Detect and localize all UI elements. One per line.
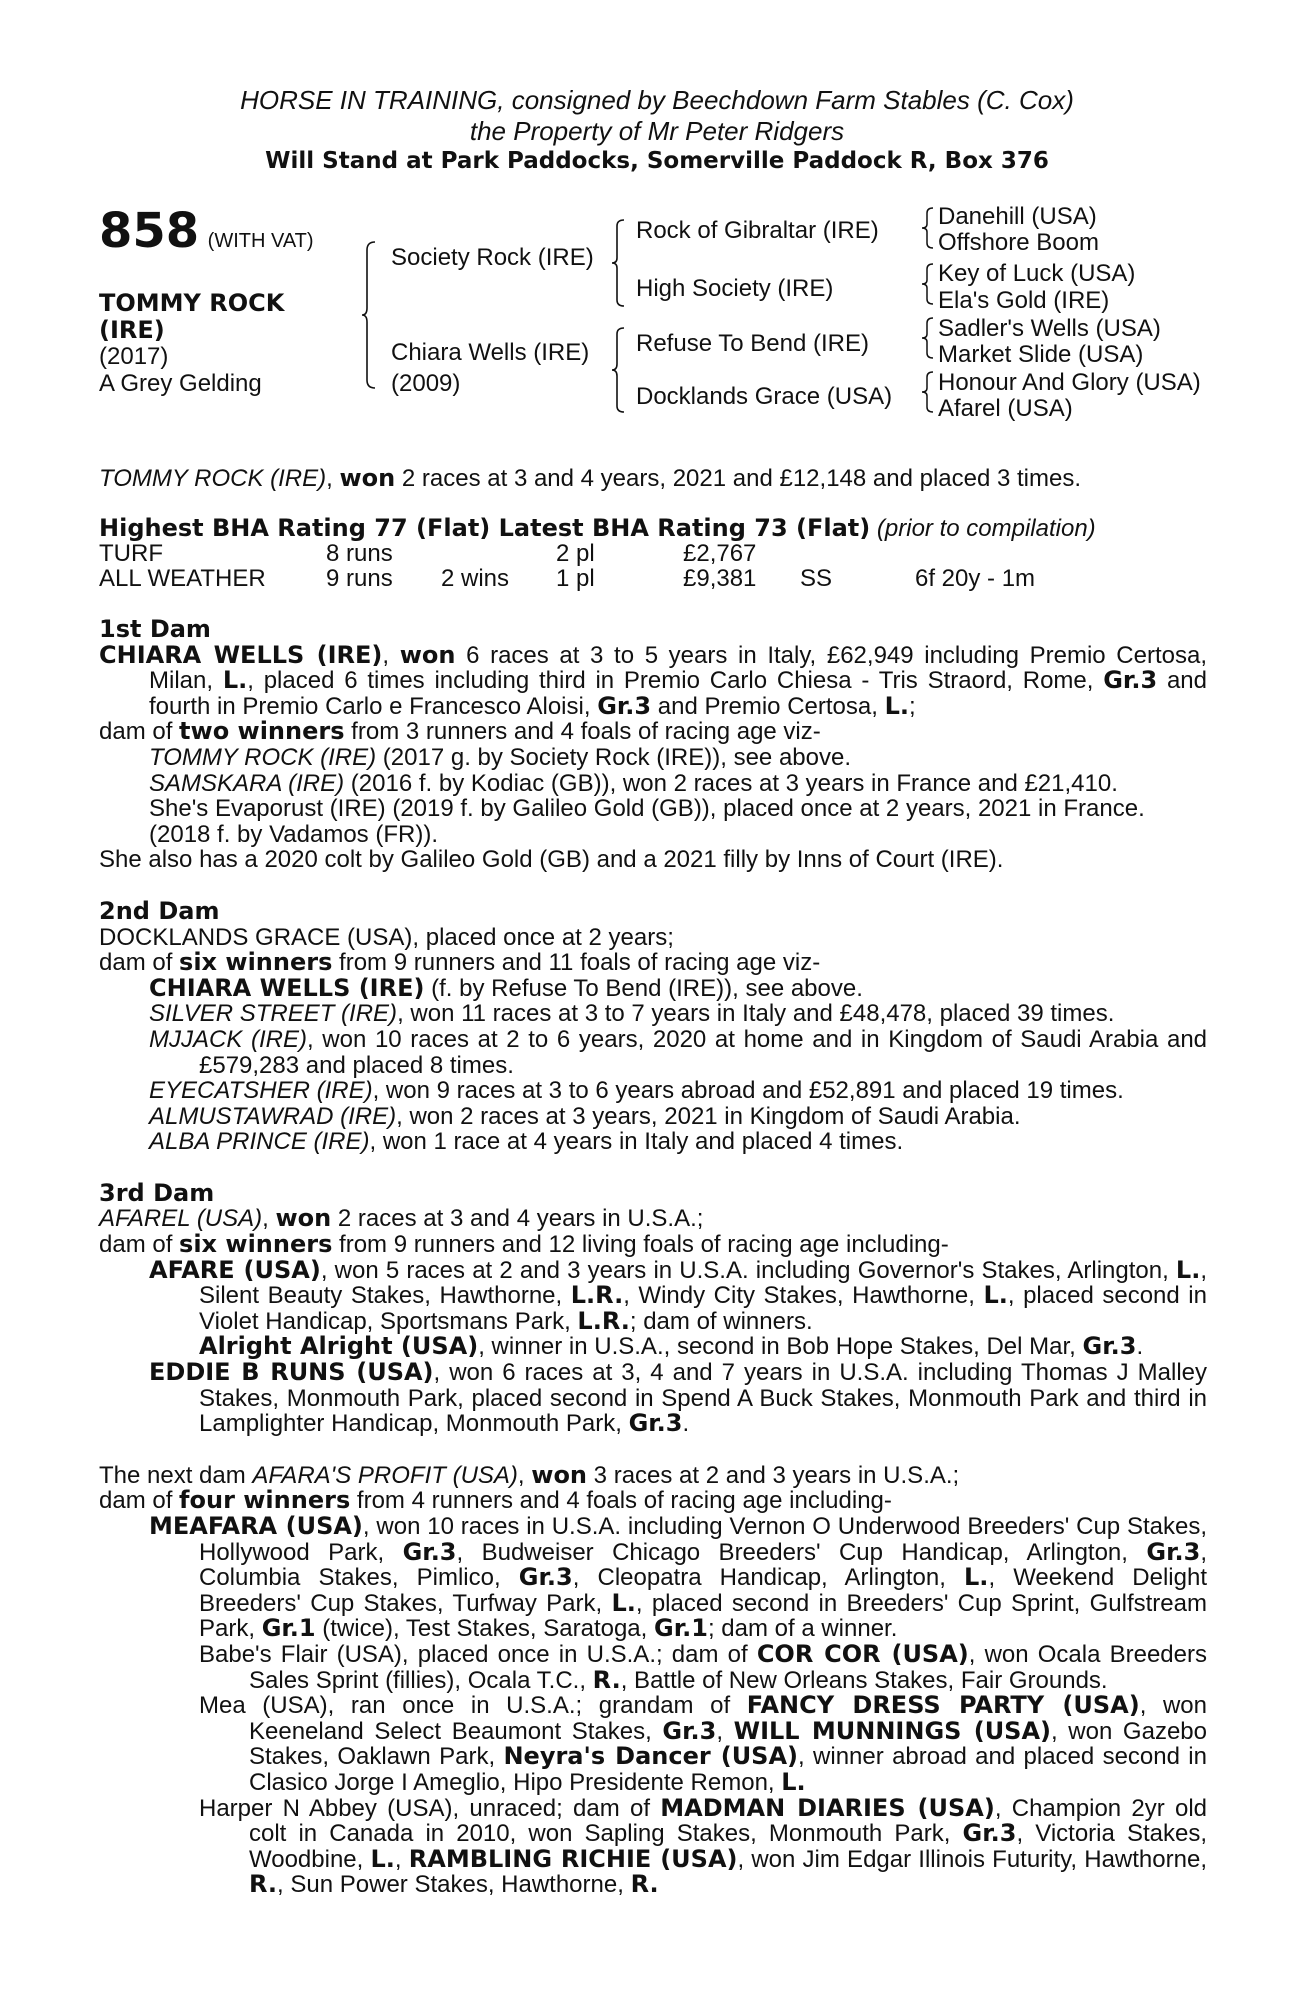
pedigree-brace-main: [360, 240, 380, 390]
aw-wins: 2 wins: [441, 565, 510, 592]
first-dam-grade-2: Gr.3: [1103, 666, 1158, 695]
t-produce-2-grade: Gr.3: [628, 1409, 683, 1438]
s-produce-3-text: , won 10 races at 2 to 6 years, 2020 at home and in Kingdom of Saudi Arabia and £579,283 and placed 8 times.: [199, 1025, 1208, 1079]
second-dam-produce-3: [149, 1027, 1207, 1078]
meafara-grade-6: Gr.1: [261, 1614, 316, 1643]
s-produce-1-name: CHIARA WELLS (IRE): [149, 973, 425, 1002]
first-dam-text-d: and Premio Certosa,: [651, 692, 885, 720]
third-dam-produce-1: [149, 1255, 1208, 1335]
t-produce-1-grade-3: L.: [983, 1281, 1008, 1310]
second-dam-produce-4: [149, 1078, 1207, 1104]
pedigree-dds: Honour And Glory (USA): [938, 369, 1201, 396]
header-consignor: HORSE IN TRAINING, consigned by Beechdown Farm Stables (C. Cox): [240, 85, 1074, 115]
spacer: [99, 1437, 1207, 1463]
meafara-g: (twice), Test Stakes, Saratoga,: [315, 1615, 654, 1643]
t-grandproduce-a: , winner in U.S.A., second in Bob Hope Stakes, Del Mar,: [478, 1333, 1083, 1361]
babes-flair-grade: R.: [592, 1665, 621, 1694]
t-produce-1-a: , won 5 races at 2 and 3 years in U.S.A. including Governor's Stakes, Arlington,: [320, 1256, 1176, 1284]
third-dam-record: AFAREL (USA), won 2 races at 3 and 4 years in U.S.A.;: [99, 1204, 704, 1233]
harper-f: , Sun Power Stakes, Hawthorne,: [277, 1871, 631, 1899]
aw-money: £9,381: [683, 565, 757, 592]
pedigree-dam-dam: Docklands Grace (USA): [636, 383, 893, 410]
harper-d: ,: [394, 1845, 409, 1873]
second-dam-produce-intro: [99, 950, 1207, 976]
turf-placed: 2 pl: [556, 540, 595, 567]
pedigree-dss: Sadler's Wells (USA): [938, 315, 1161, 342]
t-produce-1-d: , placed second in Violet Handicap, Sportsmans Park,: [199, 1282, 1207, 1335]
mea-b: , won Keeneland Select Beaumont Stakes,: [249, 1692, 1207, 1745]
first-dam-produce-1: [149, 745, 1207, 771]
meafara-e: , Weekend Delight Breeders' Cup Stakes, Turfway Park,: [199, 1564, 1207, 1617]
meafara-grade-2: Gr.3: [1146, 1537, 1201, 1566]
harper-grade-1: Gr.3: [962, 1819, 1017, 1848]
next-dam-record: [99, 1460, 1207, 1489]
harper-a: Harper N Abbey (USA), unraced; dam of: [199, 1794, 661, 1822]
bha-ratings-note: (prior to compilation): [876, 515, 1096, 542]
next-dam-foals: from 4 runners and 4 foals of racing age including-: [350, 1487, 892, 1515]
meafara-grade-1: Gr.3: [402, 1537, 457, 1566]
pedigree-sire-dam: High Society (IRE): [636, 275, 834, 302]
s-produce-2-text: , won 11 races at 3 to 7 years in Italy and £48,478, placed 39 times.: [397, 1000, 1115, 1028]
next-dam-produce-intro: [99, 1488, 1207, 1514]
produce-1-text: (2017 g. by Society Rock (IRE)), see above.: [376, 743, 852, 771]
header-property: the Property of Mr Peter Ridgers: [469, 116, 845, 146]
next-dam-text-a: The next dam: [99, 1461, 253, 1489]
turf-runs: 8 runs: [326, 540, 393, 567]
t-produce-2-b: .: [682, 1410, 690, 1438]
babes-flair-a: Babe's Flair (USA), placed once in U.S.A.; dam of: [199, 1640, 757, 1668]
first-dam-record: CHIARA WELLS (IRE), won 6 races at 3 to 5 years in Italy, £62,949 including Premio Certosa, Milan, L., placed 6 times including third in Premio Carlo Chiesa - Tris Straord, Rome, Gr.3 and fourth in Premio Carlo e Francesco Aloisi, Gr.3 and Premio Certosa, L.;: [99, 640, 1208, 720]
pedigree-brace-sd: [920, 262, 936, 306]
t-produce-1-grade-1: L.: [1175, 1255, 1201, 1284]
first-dam-produce-3: She's Evaporust (IRE) (2019 f. by Galileo Gold (GB)), placed once at 2 years, 2021 in France.: [149, 795, 1145, 823]
second-dam-foals: from 9 runners and 11 foals of racing age viz-: [332, 949, 821, 977]
mea-d: , won Gazebo Stakes, Oaklawn Park,: [249, 1717, 1207, 1771]
rambling-richie-name: RAMBLING RICHIE (USA): [408, 1844, 738, 1873]
mea-a: Mea (USA), ran once in U.S.A.; grandam of: [199, 1692, 747, 1720]
s-produce-5-name: ALMUSTAWRAD (IRE): [149, 1102, 397, 1130]
second-dam-produce-6: [149, 1129, 1207, 1155]
turf-money: £2,767: [683, 540, 757, 567]
third-dam-heading: 3rd Dam: [99, 1178, 215, 1207]
pedigree-sss: Danehill (USA): [938, 203, 1097, 230]
harper-grade-2: L.: [370, 1844, 395, 1873]
t-grandproduce-name: Alright Alright (USA): [199, 1332, 479, 1361]
second-dam-record: DOCKLANDS GRACE (USA), placed once at 2 years;: [99, 923, 674, 951]
first-dam-damof: dam of: [99, 718, 180, 746]
aw-label: ALL WEATHER: [99, 565, 266, 592]
harper-c: , Victoria Stakes, Woodbine,: [249, 1820, 1207, 1873]
spacer: [99, 1155, 1207, 1181]
pedigree-dam: Chiara Wells (IRE): [391, 339, 590, 366]
first-dam-produce-2: [149, 771, 1207, 797]
next-dam-winners: four winners: [179, 1486, 351, 1515]
pedigree-dam-sire: Refuse To Bend (IRE): [636, 330, 870, 357]
s-produce-1-text: (f. by Refuse To Bend (IRE)), see above.: [424, 974, 863, 1002]
meafara-grade-7: Gr.1: [654, 1614, 708, 1643]
harper-grade-4: R.: [630, 1870, 659, 1899]
t-produce-1-c: , Windy City Stakes, Hawthorne,: [623, 1282, 984, 1310]
lot-number: 858: [99, 203, 200, 259]
s-produce-6-text: , won 1 race at 4 years in Italy and placed 4 times.: [369, 1128, 904, 1156]
next-dam-name: AFARA'S PROFIT (USA): [252, 1461, 518, 1489]
fancy-dress-party-name: FANCY DRESS PARTY (USA): [746, 1691, 1140, 1720]
cor-cor-name: COR COR (USA): [756, 1639, 969, 1668]
pedigree-dsd: Market Slide (USA): [938, 341, 1144, 368]
second-dam-produce-5: [149, 1104, 1207, 1130]
first-dam-won: won: [399, 640, 456, 669]
s-produce-4-name: EYECATSHER (IRE): [149, 1077, 373, 1105]
mea-c: ,: [716, 1717, 734, 1745]
bha-ratings-text: Highest BHA Rating 77 (Flat) Latest BHA Rating 73 (Flat): [99, 514, 871, 542]
aw-runs: 9 runs: [326, 565, 393, 592]
t-produce-1-b: , Silent Beauty Stakes, Hawthorne,: [199, 1256, 1208, 1310]
will-munnings-name: WILL MUNNINGS (USA): [733, 1716, 1052, 1745]
first-dam-winners: two winners: [179, 717, 345, 746]
pedigree-ssd: Offshore Boom: [938, 229, 1099, 256]
first-dam-foals: from 3 runners and 4 foals of racing age viz-: [344, 718, 821, 746]
meafara-c: , Columbia Stakes, Pimlico,: [199, 1538, 1207, 1592]
madman-diaries-name: MADMAN DIARIES (USA): [660, 1793, 995, 1822]
aw-placed: 1 pl: [556, 565, 595, 592]
t-produce-1-grade-4: L.R.: [577, 1306, 630, 1335]
s-produce-3-name: MJJACK (IRE): [149, 1025, 307, 1053]
aw-ss: SS: [800, 565, 833, 592]
first-dam-text-c: and fourth in Premio Carlo e Francesco Aloisi,: [149, 667, 1208, 720]
third-dam-produce-2: [149, 1360, 1207, 1437]
third-dam-winners: six winners: [179, 1230, 333, 1259]
pedigree-sire: Society Rock (IRE): [391, 244, 594, 271]
second-dam-heading: 2nd Dam: [99, 896, 220, 925]
first-dam-heading: 1st Dam: [99, 615, 211, 643]
t-produce-1-grade-2: L.R.: [570, 1281, 624, 1310]
t-grandproduce-b: .: [1136, 1333, 1144, 1361]
meafara-f: , placed second in Breeders' Cup Sprint, Gulfstream Park,: [199, 1589, 1207, 1643]
mea-e: , winner abroad and placed second in Clasico Jorge I Ameglio, Hipo Presidente Remon,: [249, 1743, 1207, 1796]
first-dam-produce-intro: [99, 719, 1207, 745]
t-produce-1-name: AFARE (USA): [149, 1255, 321, 1284]
summary-horse: TOMMY ROCK (IRE): [99, 465, 327, 492]
meafara-b: , Budweiser Chicago Breeders' Cup Handicap, Arlington,: [456, 1538, 1147, 1566]
dam-sections: [99, 617, 1207, 1898]
pedigree-brace-dd: [920, 370, 936, 414]
vat-label: (WITH VAT): [207, 230, 314, 252]
horse-name-line2: (IRE): [99, 316, 165, 344]
summary-won: won: [339, 464, 396, 492]
meafara-grade-3: Gr.3: [518, 1563, 573, 1592]
third-dam-grandproduce: [199, 1334, 1207, 1360]
neyras-dancer-name: Neyra's Dancer (USA): [503, 1742, 799, 1771]
s-produce-4-text: , won 9 races at 3 to 6 years abroad and £52,891 and placed 19 times.: [372, 1077, 1124, 1105]
third-dam-text: 2 races at 3 and 4 years in U.S.A.;: [331, 1205, 704, 1233]
next-dam-won: won: [531, 1460, 588, 1489]
third-dam-foals: from 9 runners and 12 living foals of racing age including-: [332, 1231, 949, 1259]
produce-2-name: SAMSKARA (IRE): [149, 769, 345, 797]
bha-ratings: [99, 515, 1096, 542]
produce-1-name: TOMMY ROCK (IRE): [149, 743, 377, 771]
lot-number-row: [99, 203, 314, 259]
next-dam-babes-flair: [199, 1639, 1207, 1694]
summary-text: 2 races at 3 and 4 years, 2021 and £12,148 and placed 3 times.: [395, 465, 1082, 492]
produce-2-text: (2016 f. by Kodiac (GB)), won 2 races at 3 years in France and £21,410.: [344, 769, 1118, 797]
second-dam-damof: dam of: [99, 949, 180, 977]
next-dam-harper-n-abbey: [199, 1793, 1207, 1899]
spacer: [99, 873, 1207, 899]
first-dam-also: She also has a 2020 colt by Galileo Gold (GB) and a 2021 filly by Inns of Court (IRE).: [99, 846, 1004, 874]
turf-label: TURF: [99, 540, 163, 567]
second-dam-produce-1: [149, 973, 1207, 1002]
pedigree-brace-dam: [610, 326, 628, 414]
s-produce-2-name: SILVER STREET (IRE): [149, 1000, 398, 1028]
next-dam-damof: dam of: [99, 1487, 180, 1515]
third-dam-won: won: [275, 1204, 332, 1233]
first-dam-name: CHIARA WELLS (IRE): [99, 640, 383, 669]
harper-e: , won Jim Edgar Illinois Futurity, Hawthorne,: [737, 1845, 1207, 1873]
third-dam-name: AFAREL (USA): [99, 1205, 263, 1233]
harper-b: , Champion 2yr old colt in Canada in 2010, won Sapling Stakes, Monmouth Park,: [249, 1794, 1207, 1848]
pedigree-sire-sire: Rock of Gibraltar (IRE): [636, 217, 879, 244]
meafara-name: MEAFARA (USA): [149, 1512, 363, 1540]
first-dam-grade-4: L.: [884, 691, 909, 720]
t-grandproduce-grade: Gr.3: [1082, 1332, 1137, 1361]
pedigree-dam-year: (2009): [391, 370, 461, 397]
first-dam-text-b: , placed 6 times including third in Premio Carlo Chiesa - Tris Straord, Rome,: [247, 667, 1104, 695]
race-summary: TOMMY ROCK (IRE), won 2 races at 3 and 4 years, 2021 and £12,148 and placed 3 times.: [99, 464, 1082, 492]
meafara-a: , won 10 races in U.S.A. including Vernon O Underwood Breeders' Cup Stakes, Hollywood Park,: [199, 1513, 1207, 1566]
pedigree-ddd: Afarel (USA): [938, 395, 1073, 422]
mea-grade-1: Gr.3: [662, 1716, 717, 1745]
meafara-d: , Cleopatra Handicap, Arlington,: [572, 1564, 965, 1592]
t-produce-2-name: EDDIE B RUNS (USA): [149, 1358, 434, 1387]
third-dam-produce-intro: [99, 1232, 1207, 1258]
header-location: Will Stand at Park Paddocks, Somerville Paddock R, Box 376: [265, 148, 1049, 174]
t-produce-1-e: ; dam of winners.: [629, 1307, 813, 1335]
s-produce-6-name: ALBA PRINCE (IRE): [149, 1128, 370, 1156]
horse-year: (2017): [99, 343, 169, 370]
mea-grade-2: L.: [781, 1767, 806, 1796]
meafara-grade-4: L.: [964, 1563, 989, 1592]
first-dam-text-a: 6 races at 3 to 5 years in Italy, £62,949 including Premio Certosa, Milan,: [149, 641, 1207, 695]
s-produce-5-text: , won 2 races at 3 years, 2021 in Kingdom of Saudi Arabia.: [396, 1102, 1021, 1130]
babes-flair-b: , won Ocala Breeders Sales Sprint (fillies), Ocala T.C.,: [249, 1640, 1207, 1694]
meafara-grade-5: L.: [611, 1588, 636, 1617]
next-dam-text-b: ,: [517, 1461, 532, 1489]
second-dam-winners: six winners: [179, 948, 333, 977]
horse-description: A Grey Gelding: [99, 370, 262, 397]
first-dam-grade-3: Gr.3: [597, 691, 652, 720]
pedigree-brace-ss: [920, 206, 936, 250]
third-dam-damof: dam of: [99, 1231, 180, 1259]
next-dam-text-c: 3 races at 2 and 3 years in U.S.A.;: [587, 1461, 960, 1489]
pedigree-brace-ds: [920, 316, 936, 360]
babes-flair-c: , Battle of New Orleans Stakes, Fair Grounds.: [620, 1666, 1108, 1694]
pedigree-sds: Key of Luck (USA): [938, 260, 1136, 287]
next-dam-produce-meafara: [149, 1514, 1207, 1642]
first-dam-produce-4: (2018 f. by Vadamos (FR)).: [149, 820, 438, 848]
harper-grade-3: R.: [249, 1870, 278, 1899]
second-dam-produce-2: [149, 1001, 1207, 1027]
horse-name-line1: TOMMY ROCK: [99, 289, 285, 317]
pedigree-brace-sire: [610, 218, 628, 308]
pedigree-sdd: Ela's Gold (IRE): [938, 287, 1110, 314]
first-dam-text-e: ;: [908, 692, 916, 720]
t-produce-2-a: , won 6 races at 3, 4 and 7 years in U.S.A. including Thomas J Malley Stakes, Monmouth Park, placed second in Spend A Buck Stakes, Monmouth Park and third in Lamplighter Handicap, Monmouth Park,: [199, 1359, 1207, 1438]
aw-distance: 6f 20y - 1m: [915, 565, 1036, 592]
next-dam-mea: [199, 1693, 1207, 1795]
first-dam-grade-1: L.: [222, 666, 248, 695]
meafara-h: ; dam of a winner.: [707, 1615, 898, 1643]
